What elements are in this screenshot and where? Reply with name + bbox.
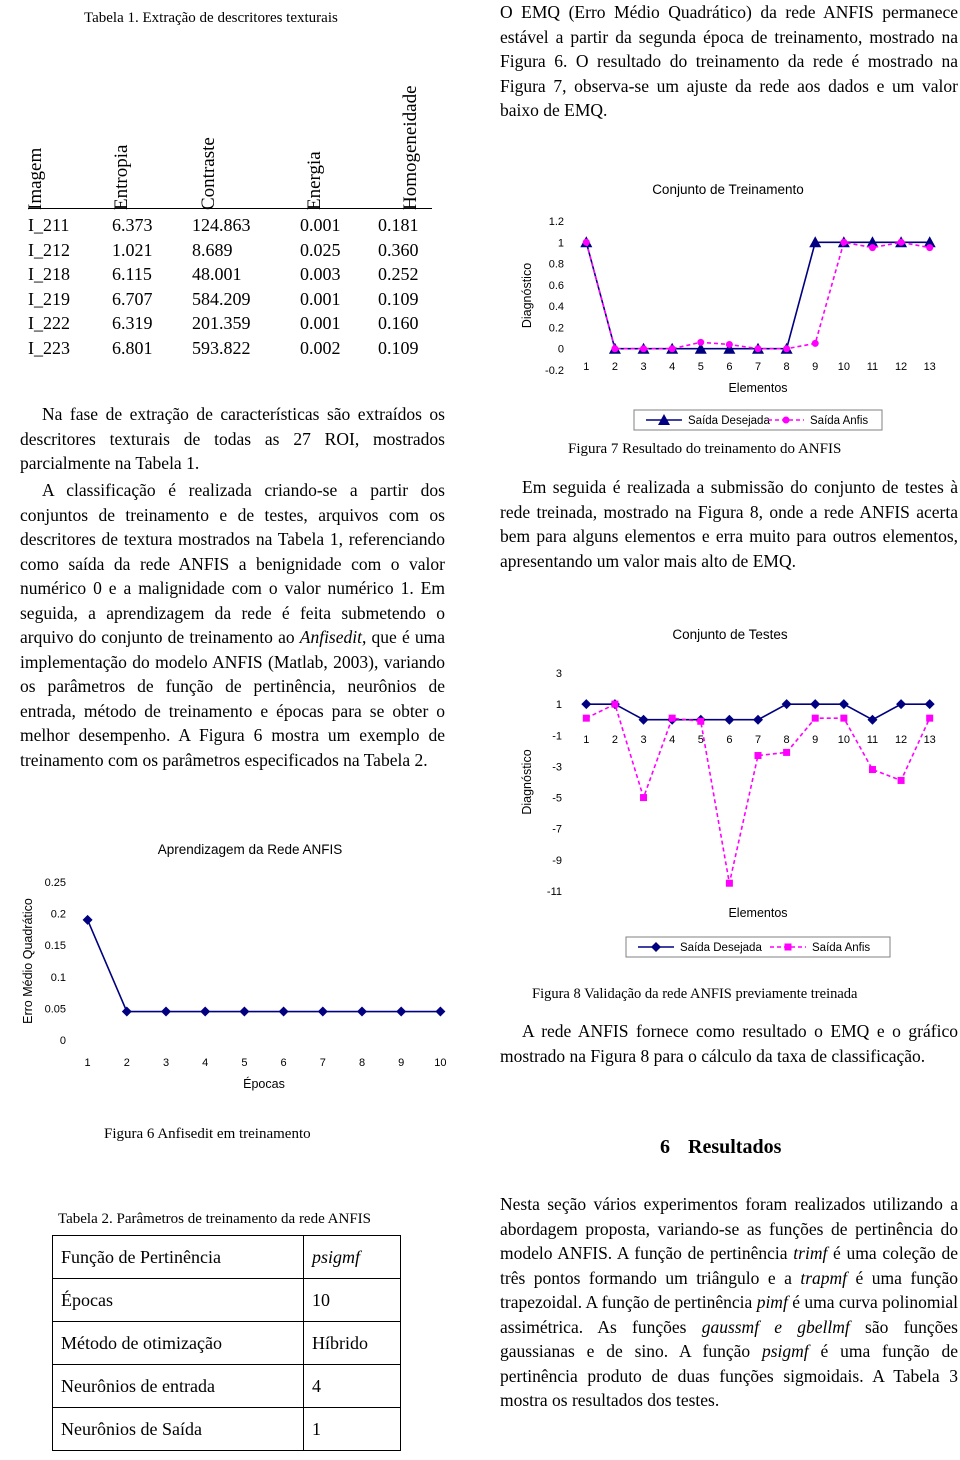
table-cell: 0.160 xyxy=(378,313,419,333)
x-tick-label: 5 xyxy=(697,734,704,746)
data-point xyxy=(926,715,933,722)
table-cell: 6.115 xyxy=(112,264,152,284)
y-tick-label: 0.2 xyxy=(548,322,564,335)
y-tick-label: 1 xyxy=(555,699,562,712)
data-point xyxy=(357,1007,367,1017)
y-tick-label: 0.15 xyxy=(44,940,66,953)
figure6-caption: Figura 6 Anfisedit em treinamento xyxy=(104,1126,311,1142)
data-point xyxy=(812,340,819,347)
data-point xyxy=(896,699,906,709)
x-axis-label: Elementos xyxy=(728,381,788,395)
table-row xyxy=(28,313,448,338)
table1-rule xyxy=(28,208,432,209)
y-tick-label: -0.2 xyxy=(545,365,564,377)
x-tick-label: 5 xyxy=(697,361,704,373)
table-cell: 1.021 xyxy=(112,239,153,260)
table-row xyxy=(53,1322,401,1365)
y-axis-label: Diagnóstico xyxy=(520,262,534,329)
table2-caption: Tabela 2. Parâmetros de treinamento da rede ANFIS xyxy=(58,1211,372,1227)
x-tick-label: 6 xyxy=(280,1057,287,1069)
data-point xyxy=(785,944,792,951)
x-tick-label: 2 xyxy=(611,361,618,373)
table-row xyxy=(28,289,448,314)
data-point xyxy=(639,715,649,725)
table-cell: I_211 xyxy=(28,215,70,235)
figure8-caption: Figura 8 Validação da rede ANFIS previamente treinada xyxy=(532,986,858,1002)
paragraph xyxy=(500,1192,958,1413)
legend-label: Saída Anfis xyxy=(812,942,871,954)
data-point xyxy=(435,1007,445,1017)
table-cell: 6.319 xyxy=(112,313,153,333)
paragraph-emphasis: trapmf xyxy=(800,1267,848,1288)
data-point xyxy=(810,699,820,709)
y-tick-label: 1 xyxy=(557,237,564,250)
y-tick-label: -1 xyxy=(552,730,562,743)
data-point xyxy=(200,1007,210,1017)
table1-col-header: Homogeneidade xyxy=(400,85,421,210)
table-cell: Épocas xyxy=(53,1279,304,1322)
x-tick-label: 1 xyxy=(583,361,590,373)
data-point xyxy=(839,699,849,709)
y-tick-label: 0.1 xyxy=(50,971,66,984)
x-tick-label: 6 xyxy=(726,361,733,373)
x-tick-label: 7 xyxy=(754,361,762,373)
data-point xyxy=(83,915,93,925)
series-line xyxy=(586,242,929,348)
x-tick-label: 1 xyxy=(84,1057,91,1069)
table-row xyxy=(53,1236,401,1279)
paragraph-text: é uma curva polinomial assimétrica. As funções xyxy=(500,1292,958,1337)
table-cell: 0.025 xyxy=(300,239,341,260)
paragraph-emphasis: Anfisedit xyxy=(299,627,362,647)
data-point xyxy=(869,766,876,773)
table-cell: I_212 xyxy=(28,239,70,260)
table-cell: 0.001 xyxy=(300,288,341,309)
x-tick-label: 10 xyxy=(837,361,850,373)
data-point xyxy=(726,880,733,887)
data-point xyxy=(755,345,762,352)
section-heading xyxy=(660,1136,799,1159)
data-point xyxy=(869,244,876,251)
x-tick-label: 3 xyxy=(162,1057,170,1069)
data-point xyxy=(581,699,591,709)
x-tick-label: 12 xyxy=(894,361,908,373)
data-point xyxy=(611,701,618,708)
x-tick-label: 13 xyxy=(923,361,936,373)
data-point xyxy=(783,749,790,756)
table-cell: 0.360 xyxy=(378,239,419,260)
data-point xyxy=(867,715,877,725)
section-title: Resultados xyxy=(688,1136,782,1158)
data-point xyxy=(583,239,590,246)
y-tick-label: 0.4 xyxy=(548,301,564,314)
y-tick-label: 0 xyxy=(557,343,564,356)
table-cell: 593.822 xyxy=(192,337,251,358)
legend-label: Saída Anfis xyxy=(810,415,869,427)
y-tick-label: 0.25 xyxy=(44,877,66,889)
data-point xyxy=(640,794,647,801)
table1-col-header: Imagem xyxy=(25,147,46,210)
y-tick-label: 1.2 xyxy=(548,216,564,228)
table-cell: 0.252 xyxy=(378,264,419,284)
paragraph-text: é uma coleção de três pontos formando um triângulo e a xyxy=(500,1243,958,1288)
paragraph-emphasis: pimf xyxy=(756,1292,788,1312)
table-cell: I_223 xyxy=(28,337,70,358)
x-tick-label: 12 xyxy=(894,734,908,746)
table-cell-emphasis: psigmf xyxy=(312,1246,361,1267)
y-tick-label: 0.05 xyxy=(44,1003,66,1016)
table-cell: 0.109 xyxy=(378,288,419,309)
data-point xyxy=(697,339,704,346)
x-tick-label: 3 xyxy=(640,734,647,746)
data-point xyxy=(651,942,661,952)
x-tick-label: 11 xyxy=(866,361,879,373)
table-cell: 6.801 xyxy=(112,337,153,358)
data-point xyxy=(583,715,590,722)
data-point xyxy=(840,239,847,246)
x-tick-label: 3 xyxy=(640,361,647,373)
figure7-chart xyxy=(508,170,948,440)
table-cell: 1 xyxy=(304,1408,401,1451)
y-tick-label: -3 xyxy=(552,761,562,774)
data-point xyxy=(755,752,762,759)
data-point xyxy=(926,244,933,251)
legend-label: Saída Desejada xyxy=(680,942,762,954)
data-point xyxy=(782,699,792,709)
figure6-chart xyxy=(20,830,470,1100)
x-axis-label: Épocas xyxy=(243,1077,285,1091)
y-tick-label: 3 xyxy=(555,668,562,680)
x-tick-label: 5 xyxy=(241,1057,248,1069)
paragraph-emphasis: gaussmf e gbellmf xyxy=(701,1316,850,1337)
data-point xyxy=(122,1007,132,1017)
table-cell: 124.863 xyxy=(192,215,251,235)
table-cell: 6.707 xyxy=(112,288,153,309)
data-point xyxy=(753,715,763,725)
table-cell: 584.209 xyxy=(192,288,251,309)
table-cell: 0.001 xyxy=(300,313,341,333)
chart-title: Conjunto de Treinamento xyxy=(652,182,804,197)
data-point xyxy=(726,341,733,348)
series-line xyxy=(586,704,929,883)
table-cell: 8.689 xyxy=(192,239,233,260)
table1-header xyxy=(20,40,440,210)
x-tick-label: 10 xyxy=(434,1057,447,1069)
x-tick-label: 9 xyxy=(812,361,819,373)
x-tick-label: 8 xyxy=(783,734,790,746)
x-tick-label: 7 xyxy=(754,734,762,746)
data-point xyxy=(161,1007,171,1017)
paragraph: Na fase de extração de características são extraídos os descritores texturais de todas as 27 ROI, mostrados parcialmente na Tabela 1. xyxy=(20,404,445,473)
data-point xyxy=(239,1007,249,1017)
data-point xyxy=(697,718,704,725)
series-line xyxy=(88,920,441,1012)
table1-body xyxy=(28,215,448,362)
table-cell: 0.002 xyxy=(300,337,341,358)
table-cell: Método de otimização xyxy=(53,1322,304,1365)
x-tick-label: 8 xyxy=(783,361,790,373)
x-tick-label: 2 xyxy=(611,734,618,746)
data-point xyxy=(925,699,935,709)
table-cell: I_218 xyxy=(28,264,70,284)
x-axis-label: Elementos xyxy=(728,906,788,920)
y-tick-label: -5 xyxy=(552,792,562,805)
data-point xyxy=(840,715,847,722)
x-tick-label: 11 xyxy=(866,734,879,746)
data-point xyxy=(669,715,676,722)
y-tick-label: 0 xyxy=(59,1035,66,1047)
data-point xyxy=(611,345,618,352)
paragraph: A rede ANFIS fornece como resultado o EMQ e o gráfico mostrado na Figura 8 para o cálculo da taxa de classificação. xyxy=(500,1021,958,1066)
table-cell: 6.373 xyxy=(112,215,153,235)
data-point xyxy=(783,417,790,424)
y-axis-label: Diagnóstico xyxy=(520,749,534,815)
table-cell xyxy=(304,1236,401,1279)
paragraph-text: A classificação é realizada criando-se a partir dos conjuntos de treinamento e de testes, arquivos com os descritores de textura mostrados na Tabela 1, referenciando como saída da rede ANFIS a benignidade com o valor numérico 0 e a malignidade com o valor numérico 1. Em seguida, a aprendizagem da rede é feita submetendo o arquivo do conjunto de treinamento ao xyxy=(20,480,445,647)
table1-col-header: Entropia xyxy=(111,144,132,210)
series-line xyxy=(586,242,929,348)
table1-col-header: Contraste xyxy=(198,137,219,210)
table-cell: 201.359 xyxy=(192,313,251,333)
paragraph xyxy=(20,478,445,772)
y-tick-label: -9 xyxy=(552,854,562,867)
x-tick-label: 4 xyxy=(669,361,676,373)
data-point xyxy=(640,345,647,352)
x-tick-label: 4 xyxy=(202,1057,209,1069)
table-cell: 10 xyxy=(304,1279,401,1322)
section-number: 6 xyxy=(660,1136,670,1158)
table-row xyxy=(28,264,448,289)
y-axis-label: Erro Médio Quadrático xyxy=(21,898,35,1024)
paragraph-text: , que é uma implementação do modelo ANFIS (Matlab, 2003), variando os parâmetros de função de pertinência, neurônios de entrada, método de treinamento e épocas para se obter o melhor desempenho. A Figura 6 mostra um exemplo de treinamento com os parâmetros especificados na Tabela 2. xyxy=(20,627,445,770)
x-tick-label: 9 xyxy=(812,734,819,746)
data-point xyxy=(783,345,790,352)
paragraph: O EMQ (Erro Médio Quadrático) da rede ANFIS permanece estável a partir da segunda época de treinamento, mostrado na Figura 6. O resultado do treinamento da rede é mostrado na Figura 7, observa-se um ajuste da rede aos dados e um valor baixo de EMQ. xyxy=(500,2,958,120)
paragraph: Em seguida é realizada a submissão do conjunto de testes à rede treinada, mostrado na Figura 8, onde a rede ANFIS acerta bem para alguns elementos e erra muito para outros elementos, apresentando um valor mais alto de EMQ. xyxy=(500,477,958,571)
legend-label: Saída Desejada xyxy=(688,415,770,427)
table-cell: 4 xyxy=(304,1365,401,1408)
table-cell: I_222 xyxy=(28,313,70,333)
data-point xyxy=(812,715,819,722)
paragraph-text: é uma função de pertinência produto de duas funções sigmoidais. A Tabela 3 mostra os resultados dos testes. xyxy=(500,1341,958,1410)
y-tick-label: -7 xyxy=(552,823,562,836)
table-cell: Neurônios de entrada xyxy=(53,1365,304,1408)
chart-title: Conjunto de Testes xyxy=(672,627,788,642)
table-cell: I_219 xyxy=(28,288,70,309)
table-cell: Híbrido xyxy=(304,1322,401,1365)
table-row xyxy=(28,240,448,265)
table-row xyxy=(53,1279,401,1322)
table1-col-header: Energia xyxy=(304,151,325,210)
data-point xyxy=(279,1007,289,1017)
data-point xyxy=(396,1007,406,1017)
table-cell: 0.109 xyxy=(378,337,419,358)
x-tick-label: 2 xyxy=(123,1057,130,1069)
data-point xyxy=(669,345,676,352)
y-tick-label: -11 xyxy=(546,886,562,898)
paragraph-emphasis: psigmf xyxy=(761,1341,809,1361)
y-tick-label: 0.8 xyxy=(548,258,564,271)
figure8-chart xyxy=(508,615,948,970)
paragraph-text: Nesta seção vários experimentos foram realizados utilizando a abordagem proposta, variando-se as funções de pertinência do modelo ANFIS. A função de pertinência xyxy=(500,1194,958,1263)
y-tick-label: 0.6 xyxy=(548,279,564,292)
table-cell: 0.181 xyxy=(378,215,419,235)
x-tick-label: 6 xyxy=(726,734,733,746)
data-point xyxy=(898,239,905,246)
figure7-caption: Figura 7 Resultado do treinamento do ANFIS xyxy=(568,441,842,457)
paragraph-text: são funções gaussianas e de sino. A função xyxy=(500,1316,958,1361)
table1-caption: Tabela 1. Extração de descritores texturais xyxy=(84,10,338,26)
paragraph-text: é uma função trapezoidal. A função de pertinência xyxy=(500,1267,958,1312)
data-point xyxy=(898,777,905,784)
x-tick-label: 10 xyxy=(837,734,850,746)
table-row xyxy=(53,1365,401,1408)
table-row xyxy=(53,1408,401,1451)
table-cell: Neurônios de Saída xyxy=(53,1408,304,1451)
chart-title: Aprendizagem da Rede ANFIS xyxy=(157,842,343,857)
data-point xyxy=(318,1007,328,1017)
data-point xyxy=(724,715,734,725)
table-cell: Função de Pertinência xyxy=(53,1236,304,1279)
paragraph-emphasis: trimf xyxy=(793,1243,828,1263)
table-cell: 48.001 xyxy=(192,264,242,284)
table-cell: 0.001 xyxy=(300,215,341,235)
table2 xyxy=(52,1235,401,1451)
table-row xyxy=(28,338,448,363)
x-tick-label: 13 xyxy=(923,734,936,746)
table-cell: 0.003 xyxy=(300,264,341,284)
table-row xyxy=(28,215,448,240)
x-tick-label: 7 xyxy=(319,1057,326,1069)
x-tick-label: 1 xyxy=(583,734,590,746)
x-tick-label: 4 xyxy=(669,734,676,746)
x-tick-label: 9 xyxy=(398,1057,405,1069)
y-tick-label: 0.2 xyxy=(50,908,66,921)
x-tick-label: 8 xyxy=(358,1057,366,1069)
